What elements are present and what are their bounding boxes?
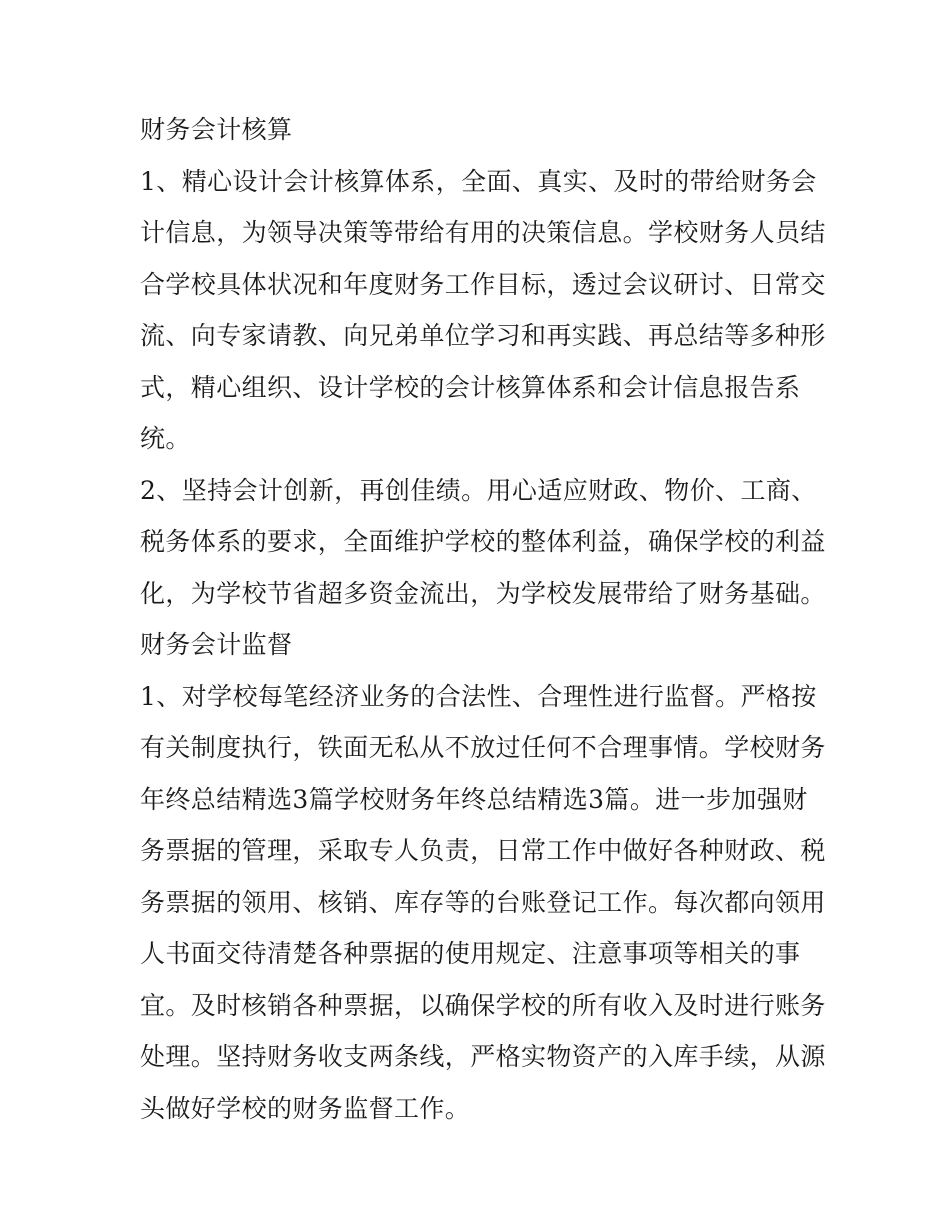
text-line: 人书面交待清楚各种票据的使用规定、注意事项等相关的事 xyxy=(140,939,801,968)
text-line: 式，精心组织、设计学校的会计核算体系和会计信息报告系 xyxy=(140,372,801,402)
text-line: 2、坚持会计创新，再创佳绩。用心适应财政、物价、工商、 xyxy=(140,475,817,505)
text-line: 合学校具体状况和年度财务工作目标，透过会议研讨、日常交 xyxy=(140,269,826,299)
section-heading-supervision: 财务会计监督 xyxy=(140,630,293,659)
text-line: 1、对学校每笔经济业务的合法性、合理性进行监督。严格按 xyxy=(140,681,817,711)
text-line: 化，为学校节省超多资金流出，为学校发展带给了财务基础。 xyxy=(140,578,826,608)
text-line: 有关制度执行，铁面无私从不放过任何不合理事情。学校财务 xyxy=(140,733,826,762)
document-body xyxy=(140,104,826,1134)
text-line: 计信息，为领导决策等带给有用的决策信息。学校财务人员结 xyxy=(140,218,826,247)
text-line: 流、向专家请教、向兄弟单位学习和再实践、再总结等多种形 xyxy=(140,321,826,350)
text-line: 务票据的管理，采取专人负责，日常工作中做好各种财政、税 xyxy=(140,836,826,865)
text-line: 务票据的领用、核销、库存等的台账登记工作。每次都向领用 xyxy=(140,887,826,917)
text-line: 税务体系的要求，全面维护学校的整体利益，确保学校的利益 xyxy=(140,527,826,556)
text-line: 头做好学校的财务监督工作。 xyxy=(140,1093,471,1123)
text-line: 1、精心设计会计核算体系，全面、真实、及时的带给财务会 xyxy=(140,166,817,196)
text-line: 宜。及时核销各种票据，以确保学校的所有收入及时进行账务 xyxy=(140,990,826,1020)
text-line: 年终总结精选3篇学校财务年终总结精选3篇。进一步加强财 xyxy=(140,784,808,814)
text-line: 统。 xyxy=(140,424,191,453)
text-line: 处理。坚持财务收支两条线，严格实物资产的入库手续，从源 xyxy=(140,1042,826,1071)
section-heading-accounting: 财务会计核算 xyxy=(140,115,293,144)
